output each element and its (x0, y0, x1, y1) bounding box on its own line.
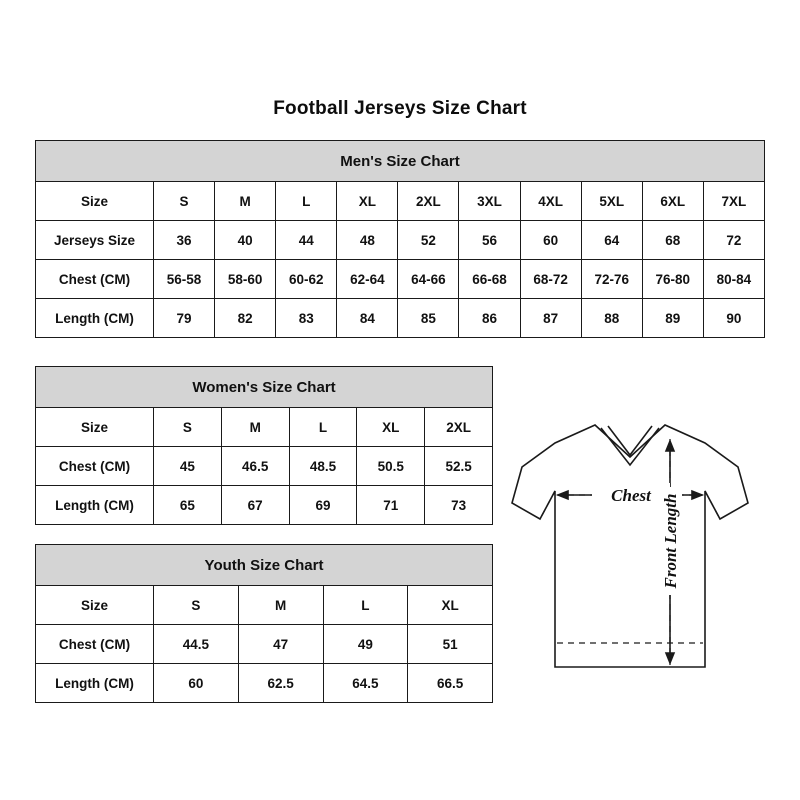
table-caption-row (36, 545, 493, 586)
column-header: M (238, 586, 323, 625)
row-label: Jerseys Size (36, 221, 154, 260)
table-caption-row (36, 141, 765, 182)
table-cell: 60 (520, 221, 581, 260)
table-cell: 50.5 (357, 447, 425, 486)
table-cell: 47 (238, 625, 323, 664)
column-header: S (154, 586, 239, 625)
table-cell: 87 (520, 299, 581, 338)
front-length-label: Front Length (661, 493, 680, 589)
column-header: L (276, 182, 337, 221)
column-header: XL (357, 408, 425, 447)
table-cell: 73 (425, 486, 493, 525)
table-row (36, 664, 493, 703)
mens-size-chart (35, 140, 765, 338)
column-header: L (289, 408, 357, 447)
table-row (36, 221, 765, 260)
column-header: Size (36, 586, 154, 625)
row-label: Chest (CM) (36, 260, 154, 299)
table-header-row (36, 586, 493, 625)
column-header: 7XL (703, 182, 764, 221)
table-cell: 72 (703, 221, 764, 260)
table-row (36, 299, 765, 338)
table-cell: 56 (459, 221, 520, 260)
table-cell: 51 (408, 625, 493, 664)
chest-label: Chest (611, 486, 651, 505)
table-cell: 48 (337, 221, 398, 260)
table-cell: 68 (642, 221, 703, 260)
table-cell: 48.5 (289, 447, 357, 486)
table-cell: 88 (581, 299, 642, 338)
column-header: Size (36, 408, 154, 447)
table-cell: 64 (581, 221, 642, 260)
table-row (36, 447, 493, 486)
table-header-row (36, 408, 493, 447)
row-label: Length (CM) (36, 486, 154, 525)
table-cell: 82 (215, 299, 276, 338)
youth-size-chart (35, 544, 493, 703)
table-cell: 68-72 (520, 260, 581, 299)
womens-size-chart (35, 366, 493, 525)
jersey-outline-icon (512, 425, 748, 667)
table-cell: 46.5 (221, 447, 289, 486)
table-cell: 90 (703, 299, 764, 338)
table-cell: 84 (337, 299, 398, 338)
youth-size-table (35, 544, 493, 703)
column-header: 2XL (398, 182, 459, 221)
column-header: XL (408, 586, 493, 625)
table-cell: 45 (154, 447, 222, 486)
mens-size-table (35, 140, 765, 338)
column-header: 3XL (459, 182, 520, 221)
column-header: 2XL (425, 408, 493, 447)
row-label: Length (CM) (36, 299, 154, 338)
row-label: Length (CM) (36, 664, 154, 703)
table-cell: 79 (154, 299, 215, 338)
column-header: XL (337, 182, 398, 221)
table-header-row (36, 182, 765, 221)
column-header: L (323, 586, 408, 625)
table-cell: 60 (154, 664, 239, 703)
table-cell: 62.5 (238, 664, 323, 703)
table-cell: 44 (276, 221, 337, 260)
row-label: Chest (CM) (36, 447, 154, 486)
table-cell: 52.5 (425, 447, 493, 486)
table-cell: 58-60 (215, 260, 276, 299)
table-cell: 86 (459, 299, 520, 338)
table-cell: 49 (323, 625, 408, 664)
column-header: M (221, 408, 289, 447)
table-caption: Men's Size Chart (36, 141, 765, 182)
table-cell: 36 (154, 221, 215, 260)
table-caption: Youth Size Chart (36, 545, 493, 586)
column-header: 5XL (581, 182, 642, 221)
table-cell: 83 (276, 299, 337, 338)
jersey-measurement-diagram (500, 395, 780, 695)
column-header: 6XL (642, 182, 703, 221)
table-cell: 62-64 (337, 260, 398, 299)
row-label: Chest (CM) (36, 625, 154, 664)
table-cell: 64-66 (398, 260, 459, 299)
column-header: Size (36, 182, 154, 221)
table-cell: 66.5 (408, 664, 493, 703)
table-caption-row (36, 367, 493, 408)
womens-size-table (35, 366, 493, 525)
table-cell: 80-84 (703, 260, 764, 299)
table-cell: 89 (642, 299, 703, 338)
table-cell: 67 (221, 486, 289, 525)
page-title: Football Jerseys Size Chart (273, 98, 527, 119)
table-caption: Women's Size Chart (36, 367, 493, 408)
column-header: M (215, 182, 276, 221)
table-cell: 72-76 (581, 260, 642, 299)
table-row (36, 260, 765, 299)
table-row (36, 625, 493, 664)
table-cell: 40 (215, 221, 276, 260)
column-header: 4XL (520, 182, 581, 221)
column-header: S (154, 408, 222, 447)
table-cell: 60-62 (276, 260, 337, 299)
table-row (36, 486, 493, 525)
table-cell: 52 (398, 221, 459, 260)
column-header: S (154, 182, 215, 221)
table-cell: 65 (154, 486, 222, 525)
measurement-guides (540, 439, 720, 665)
table-cell: 64.5 (323, 664, 408, 703)
table-cell: 66-68 (459, 260, 520, 299)
table-cell: 85 (398, 299, 459, 338)
table-cell: 76-80 (642, 260, 703, 299)
table-cell: 71 (357, 486, 425, 525)
table-cell: 56-58 (154, 260, 215, 299)
table-cell: 69 (289, 486, 357, 525)
table-cell: 44.5 (154, 625, 239, 664)
